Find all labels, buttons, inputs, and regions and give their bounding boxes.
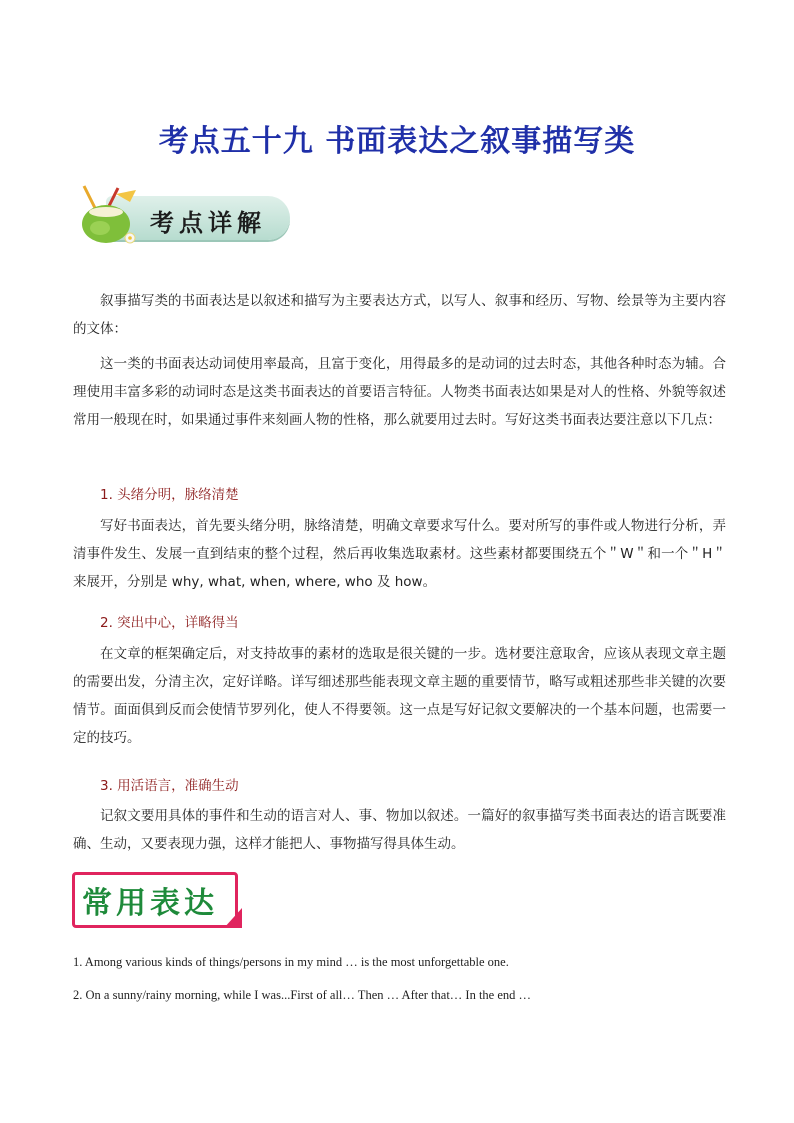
point-body-2: 在文章的框架确定后，对支持故事的素材的选取是很关键的一步。选材要注意取舍，应该从表现文章主题的需要出发，分清主次，定好详略。详写细述那些能表现文章主题的重要情节，略写或粗述那些非关键的次要情节。面面俱到反而会使情节罗列化，使人不得要领。这一点是写好记叙文要解决的一个基本问题，也需要一定的技巧。 xyxy=(73,646,726,746)
banner-label: 常用表达 xyxy=(82,886,218,921)
point-heading-3: 3. 用活语言，准确生动 xyxy=(100,778,239,794)
expression-sentence-1: 1. Among various kinds of things/persons in my mind … is the most unforgettable one. xyxy=(73,955,509,969)
intro-paragraph-1: 叙事描写类的书面表达是以叙述和描写为主要表达方式，以写人、叙事和经历、写物、绘景等为主要内容的文体： xyxy=(73,293,726,337)
intro-paragraph-2: 这一类的书面表达动词使用率最高，且富于变化，用得最多的是动词的过去时态，其他各种时态为辅。合理使用丰富多彩的动词时态是这类书面表达的首要语言特征。人物类书面表达如果是对人的性格、外貌等叙述常用一般现在时，如果通过事件来刻画人物的性格，那么就要用过去时。写好这类书面表达要注意以下几点： xyxy=(73,356,726,428)
point-body-1: 写好书面表达，首先要头绪分明，脉络清楚，明确文章要求写什么。要对所写的事件或人物进行分析，弄清事件发生、发展一直到结束的整个过程，然后再收集选取素材。这些素材都要围绕五个＂W＂和一个＂H＂来展开，分别是 why, what, when, where, who 及 how。 xyxy=(73,518,726,590)
expression-sentence-2: 2. On a sunny/rainy morning, while I was...First of all… Then … After that… In the end … xyxy=(73,988,532,1002)
coconut-drink-icon xyxy=(78,184,158,244)
point-heading-2: 2. 突出中心，详略得当 xyxy=(100,615,239,631)
corner-triangle-icon xyxy=(222,906,244,930)
point-heading-1: 1. 头绪分明，脉络清楚 xyxy=(100,487,239,503)
section-banner-kaodian xyxy=(78,184,290,244)
page-title: 考点五十九 书面表达之叙事描写类 xyxy=(158,124,636,159)
banner-label: 考点详解 xyxy=(150,209,266,237)
section-banner-changyong xyxy=(72,872,242,932)
point-body-3: 记叙文要用具体的事件和生动的语言对人、事、物加以叙述。一篇好的叙事描写类书面表达的语言既要准确、生动，又要表现力强，这样才能把人、事物描写得具体生动。 xyxy=(73,808,726,852)
